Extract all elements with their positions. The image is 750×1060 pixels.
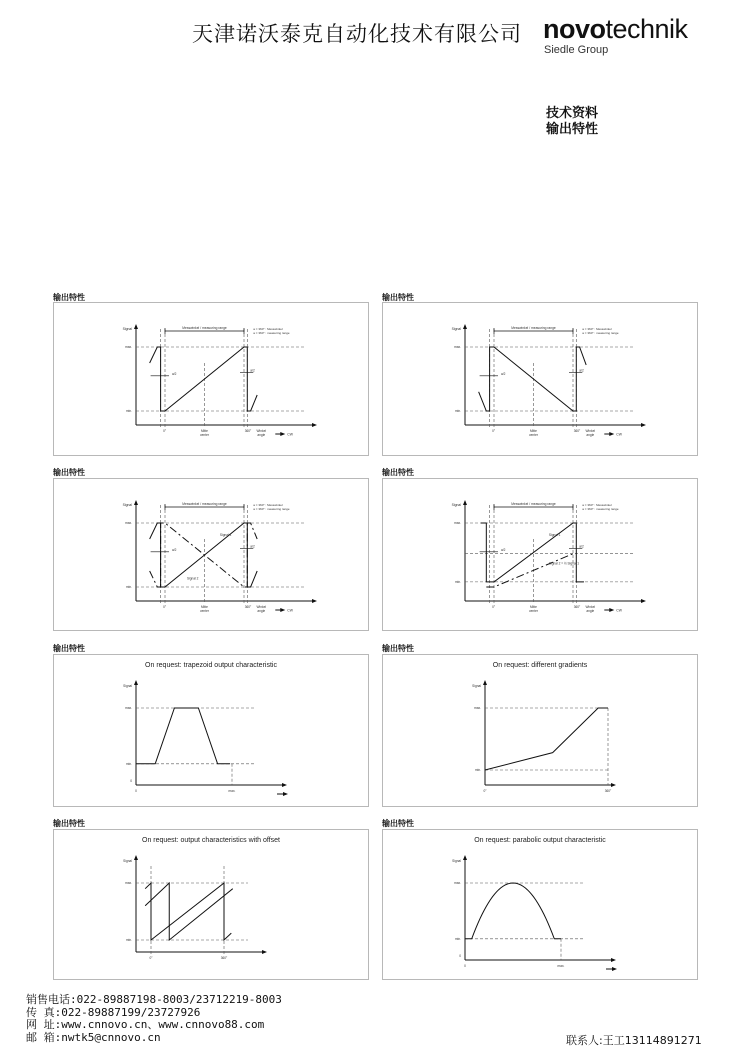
- y-axis-label: Signal: [451, 327, 461, 331]
- y-axis-label: Signal: [452, 859, 461, 863]
- x-tick-0: 0°: [149, 956, 153, 960]
- chart-title: On request: trapezoid output characteristic: [145, 662, 277, 669]
- chart-panel-5: [53, 654, 369, 807]
- half-gap-label-right: a/2: [250, 544, 255, 549]
- chart-svg: [383, 830, 697, 979]
- series-line-1: [145, 883, 231, 940]
- axis-arrow-icon: [641, 599, 646, 603]
- footer-phone: 销售电话:022-89887198-8003/23712219-8003: [26, 993, 282, 1006]
- x-tick-angle: Winkel: [585, 605, 596, 609]
- x-tick-angle-en: angle: [257, 609, 266, 613]
- x-tick-angle: Winkel: [256, 429, 267, 433]
- x-tick-center: Mitte: [530, 429, 537, 433]
- logo-bold: novo: [543, 14, 606, 44]
- half-gap-label-right: a/2: [250, 368, 255, 373]
- series-line-1: [481, 523, 584, 582]
- y-axis-label: Signal: [122, 327, 132, 331]
- x-tick-0: 0°: [483, 789, 487, 793]
- y-tick-max: max.: [454, 881, 461, 885]
- axis-arrow-icon: [463, 500, 467, 505]
- logo-subtitle: Siedle Group: [544, 44, 609, 56]
- cw-label: CW: [616, 432, 622, 437]
- range-label: Messwinkel / measuring range: [511, 502, 556, 506]
- x-tick-center-en: center: [529, 433, 538, 437]
- chart-panel-2: [382, 302, 698, 456]
- y-tick-zero: 0: [130, 779, 132, 783]
- y-tick-min: min.: [125, 585, 132, 589]
- x-tick-0: 0°: [163, 429, 167, 433]
- y-tick-max: max.: [125, 345, 132, 349]
- x-tick-360: 360°: [573, 429, 581, 433]
- axis-arrow-icon: [134, 680, 138, 685]
- note-line-1: a = 360° : Messwinkel: [253, 327, 283, 331]
- axis-arrow-icon: [463, 324, 467, 329]
- x-tick-angle-en: angle: [586, 433, 595, 437]
- chart-svg: [383, 655, 697, 806]
- chart-title: On request: output characteristics with offset: [142, 837, 280, 844]
- y-axis-label: Signal: [123, 684, 132, 688]
- note-line-1: a = 360° : Messwinkel: [582, 503, 612, 507]
- footer-website: 网 址:www.cnnovo.cn、www.cnnovo88.com: [26, 1018, 265, 1031]
- section-label: 输出特性: [382, 644, 414, 653]
- axis-arrow-icon: [609, 432, 614, 436]
- note-line-2: a = 360° : measuring range: [253, 331, 290, 335]
- y-tick-zero: 0: [459, 954, 461, 958]
- note-line-1: a = 360° : Messwinkel: [582, 327, 612, 331]
- x-tick-center-en: center: [200, 609, 209, 613]
- range-label: Messwinkel / measuring range: [182, 326, 227, 330]
- section-label: 输出特性: [53, 644, 85, 653]
- half-gap-label-left: a/2: [172, 371, 177, 376]
- axis-arrow-icon: [612, 967, 617, 971]
- x-tick-0: 0: [464, 964, 466, 968]
- x-tick-center-en: center: [529, 609, 538, 613]
- y-tick-min: min.: [474, 768, 481, 772]
- chart-panel-4: [382, 478, 698, 631]
- chart-svg: [383, 303, 697, 455]
- series-line-2: [145, 883, 233, 940]
- half-gap-label-left: a/2: [501, 371, 506, 376]
- x-tick-center-en: center: [200, 433, 209, 437]
- series-line-1: [136, 708, 230, 764]
- half-gap-label-right: a/2: [579, 368, 584, 373]
- section-label: 输出特性: [382, 819, 414, 828]
- x-tick-center: Mitte: [530, 605, 537, 609]
- company-name: 天津诺沃泰克自动化技术有限公司: [192, 22, 522, 46]
- x-tick-center: Mitte: [201, 429, 208, 433]
- cw-label: CW: [616, 608, 622, 613]
- doc-subject: 输出特性: [546, 122, 599, 137]
- series-line-1: [479, 347, 587, 411]
- axis-arrow-icon: [463, 855, 467, 860]
- axis-arrow-icon: [282, 783, 287, 787]
- axis-arrow-icon: [283, 792, 288, 796]
- note-line-2: a = 360° : measuring range: [582, 331, 619, 335]
- axis-arrow-icon: [134, 324, 138, 329]
- x-tick-0: 0°: [492, 605, 496, 609]
- section-label: 输出特性: [53, 819, 85, 828]
- x-tick-0: 0°: [163, 605, 167, 609]
- chart-svg: [383, 479, 697, 630]
- chart-panel-3: [53, 478, 369, 631]
- y-tick-min: min.: [454, 409, 461, 413]
- axis-arrow-icon: [611, 958, 616, 962]
- contact-person: 联系人:王工13114891271: [566, 1034, 702, 1047]
- series-label-2: Signal 2 = ½ Signal 1: [548, 561, 580, 566]
- y-tick-min: min.: [125, 409, 132, 413]
- chart-title: On request: different gradients: [492, 662, 588, 669]
- doc-type: 技术资料: [546, 106, 599, 121]
- x-tick-360: 360°: [604, 789, 612, 793]
- series-line-2: [150, 523, 258, 587]
- x-tick-360: 360°: [573, 605, 581, 609]
- chart-title: On request: parabolic output characteristic: [474, 837, 606, 844]
- half-gap-label-right: a/2: [579, 544, 584, 549]
- y-tick-max: max.: [454, 521, 461, 525]
- x-tick-0: 0: [135, 789, 137, 793]
- axis-arrow-icon: [262, 950, 267, 954]
- footer-contact-block: [26, 994, 282, 1044]
- x-tick-360: 360°: [244, 605, 252, 609]
- logo-light: technik: [605, 14, 688, 44]
- x-tick-angle-en: angle: [586, 609, 595, 613]
- note-line-2: a = 360° : measuring range: [253, 507, 290, 511]
- x-tick-angle: Winkel: [256, 605, 267, 609]
- note-line-1: a = 360° : Messwinkel: [253, 503, 283, 507]
- y-tick-max: max.: [125, 881, 132, 885]
- axis-arrow-icon: [134, 500, 138, 505]
- axis-arrow-icon: [611, 783, 616, 787]
- chart-panel-6: [382, 654, 698, 807]
- series-label-1: Signal 1: [548, 532, 561, 537]
- axis-arrow-icon: [641, 423, 646, 427]
- series-line-1: [465, 883, 561, 939]
- axis-arrow-icon: [312, 599, 317, 603]
- note-line-2: a = 360° : measuring range: [582, 507, 619, 511]
- x-tick-360: 360°: [244, 429, 252, 433]
- x-tick-max: max.: [228, 789, 236, 793]
- chart-panel-1: [53, 302, 369, 456]
- range-label: Messwinkel / measuring range: [182, 502, 227, 506]
- series-line-1: [485, 708, 608, 770]
- y-tick-max: max.: [125, 706, 132, 710]
- half-gap-label-left: a/2: [501, 547, 506, 552]
- y-tick-max: max.: [454, 345, 461, 349]
- section-label: 输出特性: [53, 293, 85, 302]
- cw-label: CW: [287, 608, 293, 613]
- axis-arrow-icon: [280, 608, 285, 612]
- range-label: Messwinkel / measuring range: [511, 326, 556, 330]
- chart-svg: [54, 830, 368, 979]
- y-tick-min: min.: [454, 579, 461, 584]
- y-tick-max: max.: [474, 706, 481, 710]
- footer-email: 邮 箱:nwtk5@cnnovo.cn: [26, 1030, 161, 1044]
- axis-arrow-icon: [134, 855, 138, 860]
- section-label: 输出特性: [53, 468, 85, 477]
- novotechnik-logo: [543, 14, 688, 45]
- x-tick-angle-en: angle: [257, 433, 266, 437]
- y-tick-min: min.: [125, 761, 132, 766]
- series-label-2: Signal 2: [186, 576, 199, 581]
- y-axis-label: Signal: [123, 859, 132, 863]
- axis-arrow-icon: [280, 432, 285, 436]
- axis-arrow-icon: [609, 608, 614, 612]
- y-tick-min: min.: [454, 936, 461, 941]
- x-tick-angle: Winkel: [585, 429, 596, 433]
- x-tick-360: 360°: [220, 956, 228, 960]
- chart-svg: [54, 479, 368, 630]
- y-axis-label: Signal: [451, 503, 461, 507]
- half-gap-label-left: a/2: [172, 547, 177, 552]
- chart-svg: [54, 303, 368, 455]
- chart-svg: [54, 655, 368, 806]
- series-label-1: Signal 1: [219, 532, 232, 537]
- chart-panel-7: [53, 829, 369, 980]
- y-tick-max: max.: [125, 521, 132, 525]
- footer-fax: 传 真:022-89887199/23727926: [26, 1005, 201, 1019]
- chart-panel-8: [382, 829, 698, 980]
- y-axis-label: Signal: [122, 503, 132, 507]
- x-tick-0: 0°: [492, 429, 496, 433]
- document-info: [546, 106, 598, 138]
- section-label: 输出特性: [382, 293, 414, 302]
- axis-arrow-icon: [312, 423, 317, 427]
- series-line-1: [150, 523, 258, 587]
- y-tick-min: min.: [125, 938, 132, 942]
- x-tick-center: Mitte: [201, 605, 208, 609]
- x-tick-max: max.: [557, 964, 565, 968]
- cw-label: CW: [287, 432, 293, 437]
- section-label: 输出特性: [382, 468, 414, 477]
- axis-arrow-icon: [483, 680, 487, 685]
- series-line-1: [150, 347, 258, 411]
- y-axis-label: Signal: [472, 684, 481, 688]
